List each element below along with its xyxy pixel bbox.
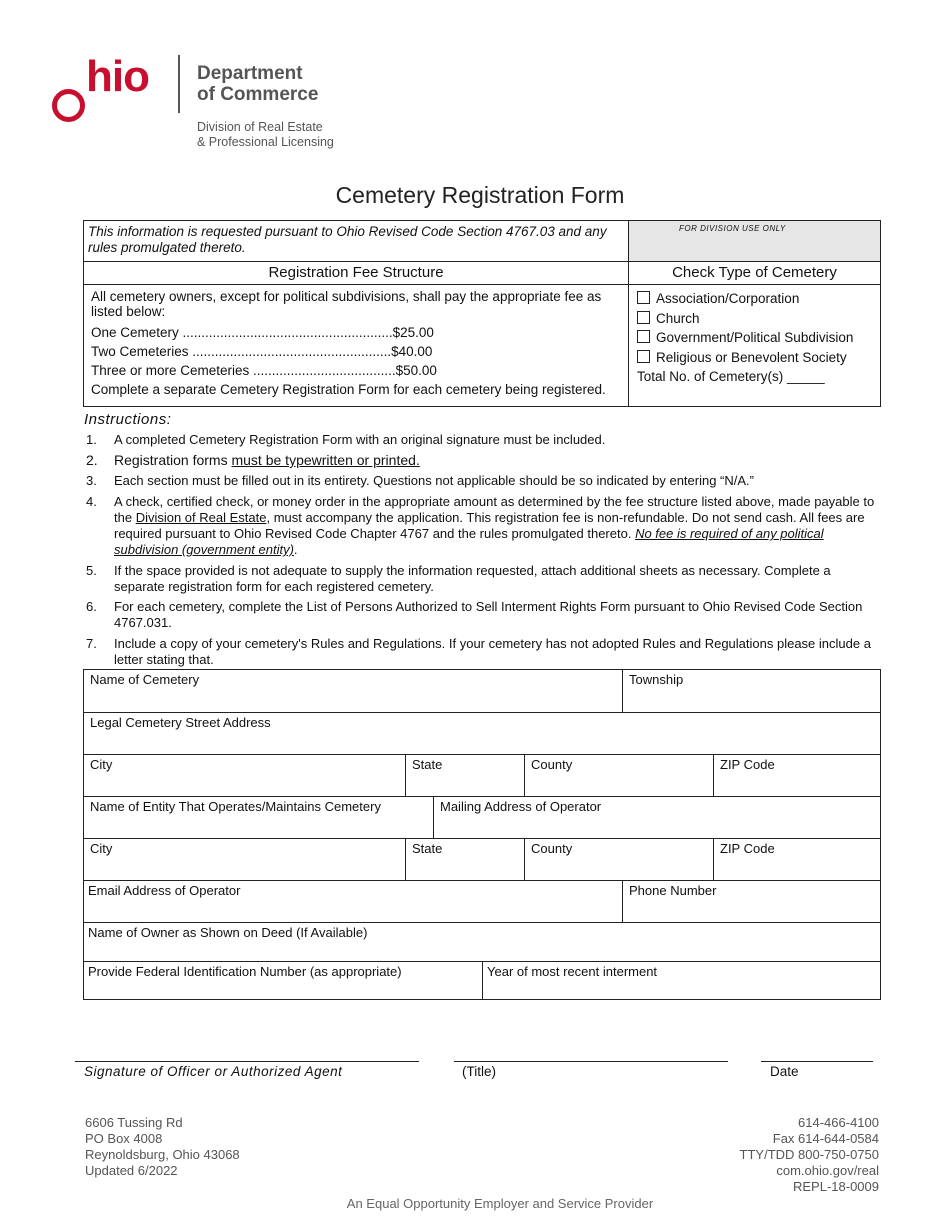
field-label: ZIP Code bbox=[720, 757, 775, 772]
entity-name-field[interactable] bbox=[84, 797, 433, 838]
type-label: Church bbox=[656, 310, 700, 326]
state-field[interactable] bbox=[406, 755, 524, 796]
field-label: Phone Number bbox=[629, 883, 717, 898]
legal-address-field[interactable] bbox=[84, 713, 880, 754]
instruction-text bbox=[114, 494, 884, 558]
type-label: Religious or Benevolent Society bbox=[656, 349, 847, 365]
fee-three-or-more: Three or more Cemeteries ......................................$50.00 bbox=[91, 363, 437, 378]
title-line[interactable] bbox=[454, 1061, 728, 1062]
phone-number: 614-466-4100 bbox=[798, 1115, 879, 1130]
fee-note: Complete a separate Cemetery Registration Form for each cemetery being registered. bbox=[91, 382, 606, 397]
field-label: Name of Owner as Shown on Deed (If Available) bbox=[88, 925, 368, 940]
division-use-only-box: FOR DIVISION USE ONLY bbox=[629, 221, 880, 262]
footer-contact bbox=[740, 1115, 879, 1195]
township-field[interactable] bbox=[623, 670, 880, 712]
fee-intro: All cemetery owners, except for political subdivisions, shall pay the appropriate fee as listed below: bbox=[91, 289, 602, 319]
fee-one-cemetery: One Cemetery ........................................................$25.00 bbox=[91, 325, 434, 340]
website: com.ohio.gov/real bbox=[776, 1163, 879, 1178]
field-label: Email Address of Operator bbox=[88, 883, 241, 898]
instruction-number: 6. bbox=[86, 599, 97, 614]
instruction-number: 1. bbox=[86, 432, 97, 447]
instruction-text-part: Registration forms bbox=[114, 452, 232, 468]
operator-zip-field[interactable] bbox=[714, 839, 880, 880]
type-option-religious[interactable] bbox=[637, 348, 872, 368]
division-link-text: Division of Real Estate bbox=[135, 510, 267, 525]
instruction-number: 2. bbox=[86, 452, 98, 468]
field-label: State bbox=[412, 841, 443, 856]
form-title: Cemetery Registration Form bbox=[335, 182, 625, 208]
mailing-address-field[interactable] bbox=[434, 797, 880, 838]
field-label: Name of Cemetery bbox=[90, 672, 200, 687]
fein-field[interactable] bbox=[84, 962, 482, 999]
instruction-text: For each cemetery, complete the List of Persons Authorized to Sell Interment Rights Form pursuant to Ohio Revised Code Section 4767.031. bbox=[114, 599, 863, 630]
type-label: Association/Corporation bbox=[656, 291, 800, 306]
field-label: Township bbox=[629, 672, 684, 687]
total-cemeteries-field[interactable]: Total No. of Cemetery(s) _____ bbox=[637, 369, 825, 384]
fee-two-cemeteries: Two Cemeteries .....................................................$40.00 bbox=[91, 344, 433, 359]
ohio-logo bbox=[52, 52, 149, 122]
instruction-text: A completed Cemetery Registration Form with an original signature must be included. bbox=[114, 432, 606, 447]
logo-o-ring bbox=[52, 89, 85, 122]
updated-date: Updated 6/2022 bbox=[85, 1163, 178, 1178]
instruction-text: Include a copy of your cemetery's Rules and Regulations. If your cemetery has not adopted Rules and Regulations please include a letter stating that. bbox=[114, 636, 871, 667]
type-option-association[interactable] bbox=[637, 289, 872, 309]
fee-and-type-table bbox=[83, 220, 881, 407]
type-label: Government/Political Subdivision bbox=[656, 330, 854, 345]
equal-opportunity-statement: An Equal Opportunity Employer and Service Provider bbox=[346, 1196, 654, 1211]
fee-structure-body bbox=[84, 285, 629, 406]
field-label: City bbox=[90, 757, 113, 772]
footer-address bbox=[85, 1115, 240, 1179]
instruction-text-part: A check, certified check, or money order in the appropriate amount as determined by the fee structure listed above, made payable to the bbox=[114, 494, 875, 525]
checkbox-icon[interactable] bbox=[637, 330, 650, 343]
field-label: ZIP Code bbox=[720, 841, 775, 856]
county-field[interactable] bbox=[525, 755, 713, 796]
email-field[interactable] bbox=[84, 881, 622, 922]
address-line: 6606 Tussing Rd bbox=[85, 1115, 183, 1130]
logo-divider bbox=[178, 55, 180, 113]
instruction-number: 5. bbox=[86, 563, 97, 578]
operator-county-field[interactable] bbox=[525, 839, 713, 880]
tty-number: TTY/TDD 800-750-0750 bbox=[739, 1147, 879, 1162]
division-name bbox=[197, 120, 334, 150]
instructions-heading: Instructions: bbox=[84, 411, 172, 428]
city-field[interactable] bbox=[84, 755, 405, 796]
department-name bbox=[197, 63, 318, 105]
field-label: Name of Entity That Operates/Maintains Cemetery bbox=[90, 799, 381, 814]
dept-line-2: of Commerce bbox=[197, 84, 319, 105]
division-line-2: & Professional Licensing bbox=[197, 135, 334, 149]
title-label: (Title) bbox=[462, 1064, 496, 1079]
field-label: City bbox=[90, 841, 113, 856]
division-line-1: Division of Real Estate bbox=[197, 120, 323, 134]
instruction-number: 7. bbox=[86, 636, 97, 651]
operator-city-field[interactable] bbox=[84, 839, 405, 880]
date-line[interactable] bbox=[761, 1061, 873, 1062]
field-label: State bbox=[412, 757, 443, 772]
logo-hio: hio bbox=[86, 52, 149, 101]
fee-structure-heading: Registration Fee Structure bbox=[84, 262, 629, 285]
field-label: Year of most recent interment bbox=[487, 964, 658, 979]
field-label: Legal Cemetery Street Address bbox=[90, 715, 271, 730]
instruction-text: If the space provided is not adequate to supply the information requested, attach additional sheets as necessary. Complete a separate registration form for each registered cemetery. bbox=[114, 563, 831, 594]
owner-name-field[interactable] bbox=[84, 923, 880, 961]
address-line: PO Box 4008 bbox=[85, 1131, 163, 1146]
type-option-church[interactable] bbox=[637, 309, 872, 329]
no-fee-note: No fee is required of any political subdivision (government entity) bbox=[114, 526, 824, 557]
date-label: Date bbox=[770, 1064, 799, 1079]
cemetery-type-heading: Check Type of Cemetery bbox=[629, 262, 880, 285]
instruction-text-part: . bbox=[293, 542, 298, 557]
pursuant-notice: This information is requested pursuant to Ohio Revised Code Section 4767.03 and any rules promulgated thereto. bbox=[84, 221, 629, 262]
zip-field[interactable] bbox=[714, 755, 880, 796]
checkbox-icon[interactable] bbox=[637, 291, 650, 304]
field-label: Mailing Address of Operator bbox=[440, 799, 602, 814]
recent-interment-field[interactable] bbox=[483, 962, 880, 999]
name-of-cemetery-field[interactable] bbox=[84, 670, 622, 712]
instruction-text bbox=[114, 452, 884, 468]
signature-line[interactable] bbox=[75, 1061, 419, 1062]
instruction-number: 4. bbox=[86, 494, 97, 509]
signature-label: Signature of Officer or Authorized Agent bbox=[84, 1064, 343, 1079]
address-line: Reynoldsburg, Ohio 43068 bbox=[85, 1147, 240, 1162]
fax-number: Fax 614-644-0584 bbox=[772, 1131, 879, 1146]
operator-state-field[interactable] bbox=[406, 839, 524, 880]
cemetery-info-grid bbox=[83, 669, 881, 1000]
form-code: REPL-18-0009 bbox=[793, 1179, 879, 1194]
checkbox-icon[interactable] bbox=[637, 311, 650, 324]
field-label: County bbox=[531, 757, 573, 772]
instruction-text: Each section must be filled out in its entirety. Questions not applicable should be so indicated by entering “N/A.” bbox=[114, 473, 755, 488]
field-label: Provide Federal Identification Number (as appropriate) bbox=[88, 964, 402, 979]
type-option-government[interactable] bbox=[637, 328, 872, 348]
instruction-number: 3. bbox=[86, 473, 97, 488]
dept-line-1: Department bbox=[197, 63, 303, 84]
field-label: County bbox=[531, 841, 573, 856]
instruction-text-part: , must accompany the application. This registration fee is non-refundable. Do not send cash. All fees are required pursuant to Ohio Revised Code Chapter 4767 and the rules promulgated thereto. bbox=[114, 510, 865, 541]
cemetery-type-options bbox=[629, 285, 880, 406]
phone-field[interactable] bbox=[623, 881, 880, 922]
checkbox-icon[interactable] bbox=[637, 350, 650, 363]
instruction-underlined: must be typewritten or printed. bbox=[231, 452, 420, 468]
